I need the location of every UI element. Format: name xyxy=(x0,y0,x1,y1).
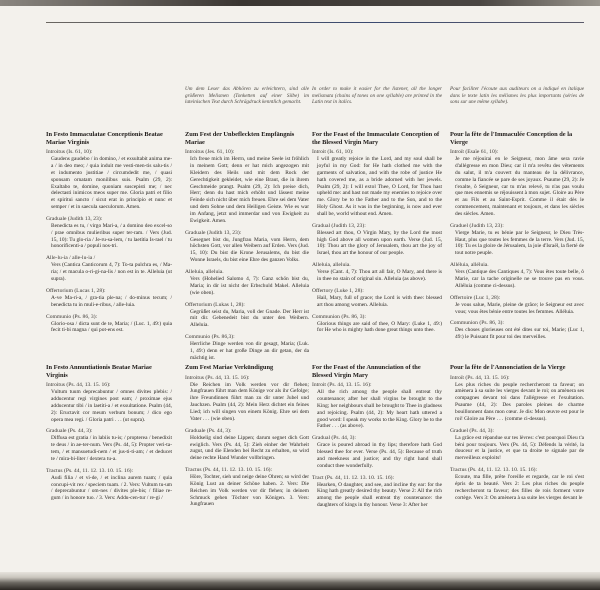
chant-part-label: Graduale (Ps. 44, 3): xyxy=(46,428,93,435)
chant-part-text: Ecoute, ma fille, prête l'oreille et regarde, car le roi s'est épris de ta beauté. Vers 2: Les plus riches du peuple rechercheront ta faveur; des filles de rois forment votre cortège. Vers 3: On amènera à sa suite les vierges devant le xyxy=(455,474,584,501)
chant-part-label: Graduale (Judith 13, 23): xyxy=(185,229,242,236)
chant-part-label: Tractus (Ps. 44, 11. 12. 13. 10. 15. 16): xyxy=(450,467,538,474)
chant-part-text: Les plus riches du peuple rechercheront ta faveur; on amènera à sa suite les vierges devant le roi; on amènera ses compagnes devant toi dans l'allégresse et l'exultation. Psaume (44, 2): Des paroles pleines de charme bouillonnent dans mon cœur. Je dis: Mon œuvre est pour le roi! Gloire au Père . . . (comme ci-dessus). xyxy=(455,381,584,422)
chant-part-text: Je me réjouirai en le Seigneur, mon âme sera ravie d'allégresse en mon Dieu; car il m'a revêtu des vêtements du salut, il m'a couvert du manteau de la délivrance, comme la fiancée se pare de ses joyaux. Psaume (29, 2): Je t'exalte, ô Seigneur, car tu m'as relevé, tu n'as pas voulu que mes ennemis se réjouissent à mon sujet. Gloire au Père et au Fils et au Saint-Esprit. Comme il était dès le commencement, maintenant et toujours, et dans les siècles des siècles. Amen. xyxy=(455,156,584,217)
chant-part-text: Hail, Mary, full of grace; the Lord is with thee: blessed art thou among women. Alleluia. xyxy=(317,294,442,308)
chant-part-text: La grâce est répandue sur tes lèvres: c'est pourquoi Dieu t'a béni pour toujours. Vers (Ps. 44, 5): Défends la vérité, la douceur et la justice, et que ta droite te signale par de merveilleux exploits! xyxy=(455,434,584,462)
section-title: Zum Fest Mariae Verkündigung xyxy=(185,364,274,371)
note-german: Um dem Leser das Abhören zu erleichtern, sind alle größeren Melismen (Tonketten auf einer Silbe) im lateinischen Text durch Schrägdruck kenntlich gemacht. xyxy=(185,86,309,106)
chant-part-text: All the rich among the people shall entreat thy countenance; after her shall virgins be brought to the King; her neighbours shall be brought to Thee in gladness and rejoicing. Psalm (44, 2): My heart hath uttered a good word: I speak my works to the King. Glory be to the Father . . . (as above). xyxy=(317,389,443,430)
chant-part-label: Offertory (Luke 1, 28): xyxy=(312,287,364,294)
chant-part-label: Graduale (Judith 13, 23): xyxy=(46,215,103,222)
chant-part xyxy=(185,375,309,423)
chant-part xyxy=(450,295,584,316)
chant-part-label: Introitus (Is. 61, 10): xyxy=(46,149,93,156)
chant-part-text: Gesegnet bist du, Jungfrau Maria, vom Herrn, dem höchsten Gott, vor allen Weibern auf Erden. Vers (Jud. 15, 10): Du bist die Krone Jerusalems, du bist die Wonne Israels, du bist eine Ehre des ganzen Volks. xyxy=(190,236,309,264)
chant-part-label: Communio (Ps. 86,3): xyxy=(185,334,235,341)
chant-part xyxy=(450,149,584,218)
chant-part-label: Tract (Ps. 44, 11. 12. 13. 10. 15. 16): xyxy=(312,474,395,481)
chant-part-label: Alle-lu-ia / alle-lu-ia / xyxy=(46,255,96,262)
chant-part xyxy=(185,302,309,330)
chant-part-label: Introït (Ps. 44, 13. 15. 16): xyxy=(450,374,510,381)
chant-part-label: Gradual (Judith 13, 23): xyxy=(312,222,366,229)
chant-part-label: Introit (Ps. 44, 13. 15. 16): xyxy=(312,382,372,389)
german-feast1 xyxy=(185,131,309,367)
chant-part-text: Vers (Hohelied Salomo 4, 7): Ganz schön bist du, Maria; in dir ist nicht der Erbschuld Makel. Alleluia (wie oben). xyxy=(190,276,309,296)
latin-feast1 xyxy=(46,131,172,339)
chant-part xyxy=(185,269,309,297)
chant-part xyxy=(450,223,584,257)
chant-part-label: Introitus (Ps. 44, 13. 15. 16): xyxy=(185,374,250,381)
chant-part-text: Glorious things are said of thee, O Mary: (Luke 1, 49:) for He who is mighty hath done great things unto thee. xyxy=(317,320,442,334)
chant-part-text: Diffusa est gratia / in labiis tu-is; / propterea / benedixit te deus / in ae-ter-num. Vers (Ps. 44, 5): Propter veri-ta-tem, / et mansuetudi-nem / et jus-ti-ti-am; / et deducet te / mira-bi-liter / dextera tu-a. xyxy=(51,435,172,462)
chant-part xyxy=(312,475,442,509)
chant-part xyxy=(312,262,442,283)
chant-part-text: Des choses glorieuses ont été dites sur toi, Marie; (Luc 1, 49:) le Puissant fit pour toi des merveilles. xyxy=(455,327,584,341)
chant-part-label: Communio (Ps. 86, 3): xyxy=(46,313,98,320)
chant-part xyxy=(312,288,442,309)
chant-part xyxy=(450,262,584,290)
chant-part-label: Alleluia, alleluia. xyxy=(185,269,224,275)
page-bottom-edge xyxy=(0,572,600,590)
chant-part-label: Tractus (Ps. 44, 11. 12. 13. 10. 15. 16): xyxy=(46,467,134,474)
section-title: For the Feast of the Annunciation of the Blessed Virgin Mary xyxy=(312,364,421,379)
section-title: In Festo Annuntiationis Beatae Mariae Virginis xyxy=(46,364,152,379)
chant-part-label: Introït (Esaïe 61, 10): xyxy=(450,149,499,156)
english-feast2 xyxy=(312,364,442,514)
chant-part-label: Alleluia, alleluia. xyxy=(312,262,351,269)
chant-part-text: Herrliche Dinge werden von dir gesagt, Maria; (Luk. 1, 49:) denn er hat große Dinge an dir getan, der da mächtig ist. xyxy=(190,341,309,361)
chant-part-text: Holdselig sind deine Lippen; darum segnet dich Gott ewiglich. Vers (Ps. 44, 5): Zieh einher der Wahrheit zugut, und die Elenden bei Recht zu erhalten, so wird deine rechte Hand Wunder vollbringen. xyxy=(190,434,309,462)
chant-part-text: Glorio-osa / dicta sunt de te, Maria; / (Luc. 1, 49:) quia fecit ti-bi magna / qui pot-ens est. xyxy=(51,320,172,334)
french-feast2 xyxy=(450,364,584,506)
chant-part xyxy=(312,435,442,469)
chant-part xyxy=(450,320,584,341)
chant-part xyxy=(46,382,172,423)
section-title: Pour la fête de l'Annonciation de la Vierge xyxy=(450,364,566,371)
chant-part-text: Audi filia / et vi-de, / et inclina aurem tuam; / quia concupi-vit rex / speciem tuam. / 2. Vers: Vultum tu-um / deprecabuntur / om-nes / divites ple-bis; / filiae re-gum / in honore tuo. / 3. Vers: Addu-cen-tur / re-gi / xyxy=(51,474,172,502)
chant-part-text: Blessed art thou, O Virgin Mary, by the Lord the most high God above all women upon earth. Verse (Jud. 15, 10): Thou art the glory of Jerusalem, thou art the joy of Israel, thou art the honour of our people. xyxy=(317,229,442,257)
chant-part xyxy=(450,428,584,462)
chant-part-label: Graduale (Ps. 44, 3): xyxy=(185,427,232,434)
chant-part-label: Introit (Is. 61, 10): xyxy=(312,149,354,156)
chant-part-text: Verse (Cant. 4, 7): Thou art all fair, O Mary, and there is in thee no stain of original sin. Alleluia (as above). xyxy=(317,269,442,282)
chant-part-label: Graduel (Ps. 44, 3): xyxy=(450,427,494,434)
section-title: Pour la fête de l'Immaculée Conception de la Vierge xyxy=(450,131,573,146)
chant-part-label: Offertorium (Lucas 1, 28): xyxy=(46,287,106,294)
chant-part-label: Graduel (Judith 13, 23): xyxy=(450,222,504,229)
chant-part xyxy=(46,428,172,462)
chant-part-text: Die Reichen im Volk werden vor dir flehen; Jungfrauen führt man dem Könige vor als ihr Gefolge; ihre Freundinnen führt man zu dir unter Jubel und Jauchzen. Psalm (44, 2): Mein Herz dichtet ein feines Lied; ich will singen von einem König. Ehre sei dem Vater . . . (wie oben). xyxy=(190,381,309,422)
chant-part-text: Hearken, O daughter, and see, and incline thy ear: for the King hath greatly desired thy beauty. Verse 2: All the rich among the people shall entreat thy countenance: the daughters of kings in thy honour. Verse 3: After her xyxy=(317,481,442,509)
chant-part-text: Vers (Cantique des Cantiques 4, 7): Vous êtes toute belle, ô Marie, car la tache originelle ne se trouve pas en vous. Alléluia (comme ci-dessus). xyxy=(455,269,584,289)
section-title: Zum Fest der Unbefleckten Empfängnis Mariae xyxy=(185,131,295,146)
latin-feast2 xyxy=(46,364,172,507)
chant-part-text: A-ve Ma-ri-a, / gra-tia ple-na; / do-minus tecum; / benedicta tu in muli-e-ribus, / alle-luia. xyxy=(51,294,172,308)
page-top-edge xyxy=(0,0,600,6)
chant-part-label: Gradual (Ps. 44, 3): xyxy=(312,435,356,442)
english-feast1 xyxy=(312,131,442,339)
chant-part xyxy=(46,288,172,309)
chant-part xyxy=(185,334,309,362)
note-english: In order to make it easier for the listener, all the longer melismata (chains of tones on one syllable) are printed in the Latin text in italics. xyxy=(312,86,442,106)
chant-part xyxy=(185,230,309,264)
chant-part-text: Benedicta es tu, / virgo Mari-a, / a domino deo excel-so / prae omnibus mulieribus super ter-ram. / Vers (Jud. 15, 10): Tu glo-ria / Je-ru-sa-lem, / tu laetitia Is-rael / tu honorificenti-a / populi nos-tri. xyxy=(51,222,172,250)
chant-part xyxy=(46,255,172,283)
section-title: In Festo Immaculatae Conceptionis Beatae Mariae Virginis xyxy=(46,131,163,146)
note-french: Pour faciliter l'écoute aux auditeurs on a indiqué en italique dans le texte latin les mélismes les plus importants (séries de sons sur une même syllabe). xyxy=(450,86,584,106)
chant-part-text: Höre, Tochter, sieh und neige deine Ohren; so wird der König Lust an deiner Schöne haben. 2. Vers: Die Reichen im Volk werden vor dir flehen; in deinem Schmuck gehen Töchter von Königen. 3. Vers: Jungfrauen xyxy=(190,474,309,508)
chant-part-text: Vierge Marie, tu es bénie par le Seigneur, le Dieu Très-Haut, plus que toutes les femmes de la terre. Vers (Jud. 15, 10): Tu es la gloire de Jérusalem, la joie d'Israël, la fierté de tout notre peuple. xyxy=(455,229,584,257)
chant-part-label: Communion (Ps. 86, 3): xyxy=(312,313,366,320)
chant-part-label: Tractus (Ps. 44, 11. 12. 13. 10. 15. 16): xyxy=(185,467,273,474)
chant-part xyxy=(185,428,309,462)
chant-part-label: Introitus (Jes. 61, 10): xyxy=(185,149,235,156)
chant-part xyxy=(46,149,172,211)
top-rule xyxy=(46,22,584,23)
chant-part-label: Offertorium (Lukas 1, 28): xyxy=(185,301,245,308)
chant-part xyxy=(312,314,442,335)
chant-part xyxy=(450,375,584,423)
chant-part-text: Vultum tuum deprecabuntur / omnes divites plebis: / adducentur regi virgines post eam; / proximae ejus adducentur tibi / in laetiti-a / et exsultatione. Psalm (44, 2): Eructavit cor meum verbum bonum; / dico ego opera mea regi. / Gloria patri . . . (ut supra). xyxy=(51,389,172,423)
german-feast2 xyxy=(185,364,309,513)
chant-part-text: Gegrüßet seist du, Maria, voll der Gnade. Der Herr ist mit dir. Gebenedeit bist du unter den Weibern. Alleluia. xyxy=(190,308,309,329)
chant-part-label: Alléluia, alléluia. xyxy=(450,262,489,269)
chant-part xyxy=(46,314,172,335)
chant-part-text: Ich freue mich im Herrn, und meine Seele ist fröhlich in meinem Gott; denn er hat mich angezogen mit Kleidern des Heils und mit dem Rock der Gerechtigkeit gekleidet, wie eine Braut, die in ihrem Geschmeide prangt. Psalm (29, 2): Ich preise dich, Herr; denn du hast mich erhöht und lässest meine Feinde sich nicht über mich freuen. Ehre sei dem Vater und dem Sohne und dem Heiligen Geiste. Wie es war im Anfang, jetzt und immerdar und von Ewigkeit zu Ewigkeit. Amen. xyxy=(190,156,309,224)
chant-part xyxy=(46,216,172,250)
chant-part xyxy=(312,382,442,430)
chant-part-text: Gaudens gaudebo / in domino, / et exsultabit anima me-a / in deo meo; / quia induit me vesti-men-tis salu-tis / et indumento justitiae / circumdedit me, / quasi sponsam ornatam monilibus suis. Psalm (29, 2): Exaltabo te, domine, quoniam suscepisti me; / nec delectasti inimicos meos super me. Gloria patri et filio et spiritui sancto / sicut erat in principio et nunc et semper / et in saecula saeculorum. Amen. xyxy=(51,156,172,211)
chant-part xyxy=(450,467,584,501)
chant-part-label: Introitus (Ps. 44, 13. 15. 16): xyxy=(46,382,111,389)
french-feast1 xyxy=(450,131,584,346)
chant-part xyxy=(185,467,309,508)
chant-part xyxy=(185,149,309,224)
chant-part-label: Communion (Ps. 86, 3): xyxy=(450,320,504,327)
chant-part-text: Je vous salue, Marie, pleine de grâce; le Seigneur est avec vous; vous êtes bénie entre toutes les femmes. Alléluia. xyxy=(455,301,584,315)
chant-part xyxy=(312,149,442,218)
chant-part-text: Vers (Cantica Canticorum 4, 7): To-ta pulchra es, / Ma-ria; / et macula o-ri-gi-na-lis / non est in te. Alleluia (ut supra). xyxy=(51,262,172,282)
chant-part-label: Offertoire (Luc 1, 28): xyxy=(450,294,501,301)
chant-part-text: I will greatly rejoice in the Lord, and my soul shall be joyful in my God: for He hath clothed me with the garments of salvation, and with the robe of justice He hath covered me, as a bride adorned with her jewels. Psalm (29, 2): I will extol Thee, O Lord, for Thou hast upheld me: and hast not made my enemies to rejoice over me. Glory be to the Father and to the Son, and to the Holy Ghost. As it was in the beginning, is now and ever shall be, world without end. Amen. xyxy=(317,156,442,217)
chant-part xyxy=(46,468,172,502)
chant-part-text: Grace is poured abroad in thy lips; therefore hath God blessed thee for ever. Verse (Ps. 44, 5): Because of truth and meekness and justice; and thy right hand shall conduct thee wonderfully. xyxy=(317,442,442,469)
section-title: For the Feast of the Immaculate Conception of the Blessed Virgin Mary xyxy=(312,131,440,146)
chant-part xyxy=(312,223,442,257)
